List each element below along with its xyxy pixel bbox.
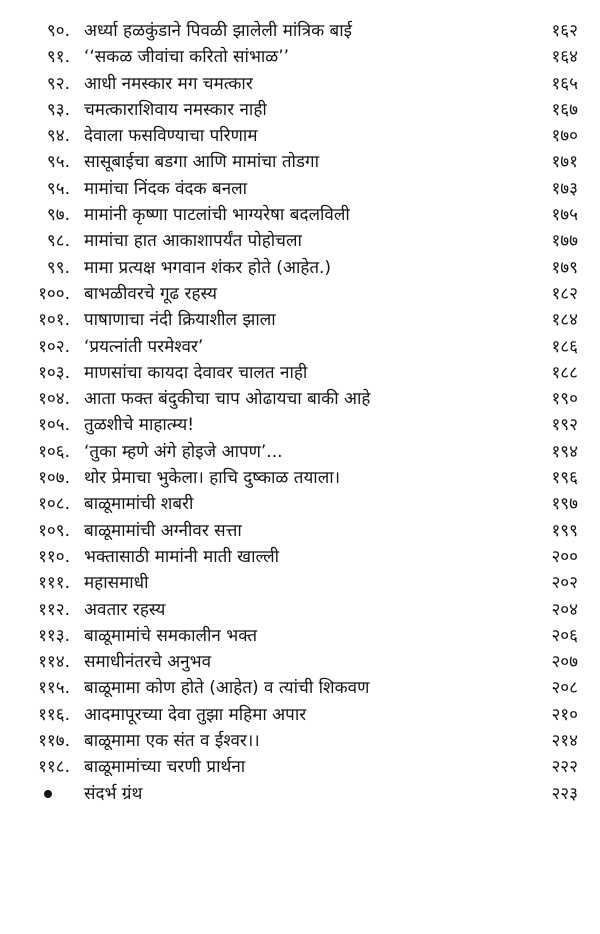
entry-title: चमत्काराशिवाय नमस्कार नाही	[84, 99, 267, 120]
entry-number: ९५.	[46, 178, 70, 199]
entry-page-number: २०७	[551, 652, 578, 673]
entry-number: ११६.	[38, 704, 70, 725]
entry-number: ९९.	[46, 257, 70, 278]
toc-entry	[0, 228, 600, 254]
entry-title: ‘प्रयत्नांती परमेश्वर’	[84, 336, 204, 357]
toc-entry	[0, 649, 600, 675]
entry-number: ९२.	[46, 73, 70, 94]
entry-number: ९७.	[46, 205, 70, 226]
toc-entry	[0, 71, 600, 97]
entry-number: १०९.	[38, 520, 70, 541]
entry-number: १०१.	[38, 310, 70, 331]
entry-number: ९१.	[46, 47, 70, 68]
entry-page-number: २१०	[551, 704, 578, 725]
toc-entry	[0, 334, 600, 360]
entry-number: ११८.	[38, 757, 70, 778]
toc-entry	[0, 255, 600, 281]
entry-title: आदमापूरच्या देवा तुझा महिमा अपार	[84, 704, 307, 725]
toc-entry	[0, 44, 600, 70]
entry-number: ११०.	[38, 546, 70, 567]
entry-title: मामांनी कृष्णा पाटलांची भाग्यरेषा बदलविली	[84, 205, 350, 226]
entry-page-number: २००	[551, 546, 578, 567]
toc-entry	[0, 518, 600, 544]
toc-entry	[0, 465, 600, 491]
entry-title: अर्ध्या हळकुंडाने पिवळी झालेली मांत्रिक बाई	[84, 21, 353, 41]
toc-entry	[0, 754, 600, 780]
entry-title: बाळूमामांचे समकालीन भक्त	[84, 625, 258, 646]
entry-page-number: १८६	[551, 336, 578, 357]
toc-entry	[0, 623, 600, 649]
entry-page-number: १६४	[551, 47, 578, 68]
entry-number: ११३.	[38, 625, 70, 646]
entry-title: बाळूमामा एक संत व ईश्वर।।	[84, 731, 260, 752]
entry-title: बाळूमामा कोण होते (आहेत) व त्यांची शिकवण	[84, 678, 370, 699]
toc-entry	[0, 202, 600, 228]
entry-page-number: १७५	[551, 205, 578, 226]
entry-number: ९५.	[46, 152, 70, 173]
toc-entry	[0, 360, 600, 386]
entry-page-number: २२२	[551, 757, 578, 778]
entry-page-number: १९९	[551, 520, 578, 541]
entry-page-number: १८२	[551, 283, 578, 304]
toc-entry	[0, 97, 600, 123]
entry-number: ११५.	[38, 678, 70, 699]
entry-title: मामा प्रत्यक्ष भगवान शंकर होते (आहेत.)	[84, 257, 332, 278]
bullet-icon	[44, 790, 52, 798]
entry-number: १०८.	[38, 494, 70, 515]
entry-page-number: २०४	[551, 599, 578, 620]
entry-page-number: २०६	[551, 625, 578, 646]
entry-page-number: १७९	[551, 257, 578, 278]
entry-title: देवाला फसविण्याचा परिणाम	[84, 126, 258, 147]
entry-title: बाभळीवरचे गूढ रहस्य	[84, 283, 217, 304]
entry-number: १०७.	[38, 468, 70, 489]
toc-entry	[0, 597, 600, 623]
toc-entry	[0, 307, 600, 333]
entry-page-number: २०२	[551, 573, 578, 594]
entry-title: ‘तुका म्हणे अंगे होइजे आपण’...	[84, 441, 283, 462]
toc-entry	[0, 412, 600, 438]
toc-entry	[0, 439, 600, 465]
entry-page-number: १८८	[551, 362, 578, 383]
entry-number: १०६.	[38, 441, 70, 462]
entry-page-number: १६७	[551, 99, 578, 120]
toc-list	[0, 18, 600, 807]
entry-number: १०२.	[38, 336, 70, 357]
entry-title: सासूबाईचा बडगा आणि मामांचा तोडगा	[84, 152, 319, 173]
entry-page-number: १६२	[551, 21, 578, 41]
entry-page-number: १९०	[551, 389, 578, 410]
entry-title: महासमाधी	[84, 573, 149, 594]
entry-title: पाषाणाचा नंदी क्रियाशील झाला	[84, 310, 276, 331]
entry-page-number: १७३	[551, 178, 578, 199]
entry-number: ९८.	[46, 231, 70, 252]
entry-title: तुळशीचे माहात्म्य!	[84, 415, 195, 436]
toc-entry	[0, 123, 600, 149]
toc-entry	[0, 281, 600, 307]
entry-page-number: २१४	[551, 731, 578, 752]
entry-number: १०३.	[38, 362, 70, 383]
entry-title: मामांचा हात आकाशापर्यंत पोहोचला	[84, 231, 302, 252]
entry-number: ११४.	[38, 652, 70, 673]
entry-page-number: १९४	[551, 441, 578, 462]
entry-title: आधी नमस्कार मग चमत्कार	[84, 73, 253, 94]
entry-page-number: २०८	[551, 678, 578, 699]
entry-title: बाळूमामांची अग्नीवर सत्ता	[84, 520, 242, 541]
entry-number: १११.	[38, 573, 70, 594]
entry-title: थोर प्रेमाचा भुकेला। हाचि दुष्काळ तयाला।	[84, 468, 341, 489]
toc-entry	[0, 386, 600, 412]
entry-title: भक्तासाठी मामांनी माती खाल्ली	[84, 546, 280, 567]
entry-title: बाळूमामांच्या चरणी प्रार्थना	[84, 757, 246, 778]
entry-number: ११२.	[38, 599, 70, 620]
entry-page-number: २२३	[551, 783, 578, 804]
entry-page-number: १७७	[551, 231, 578, 252]
toc-entry	[0, 491, 600, 517]
entry-page-number: १९२	[551, 415, 578, 436]
entry-title: आता फक्त बंदुकीचा चाप ओढायचा बाकी आहे	[84, 389, 371, 410]
entry-number: १०५.	[38, 415, 70, 436]
entry-number: ९०.	[46, 21, 70, 41]
toc-entry	[0, 149, 600, 175]
entry-number: १०४.	[38, 389, 70, 410]
entry-page-number: १९६	[551, 468, 578, 489]
entry-title: बाळूमामांची शबरी	[84, 494, 194, 515]
entry-number: ९४.	[46, 126, 70, 147]
toc-entry	[0, 781, 600, 807]
toc-entry	[0, 728, 600, 754]
entry-title: समाधीनंतरचे अनुभव	[84, 652, 212, 673]
entry-title: मामांचा निंदक वंदक बनला	[84, 178, 248, 199]
entry-title: अवतार रहस्य	[84, 599, 166, 620]
entry-page-number: १९७	[551, 494, 578, 515]
entry-page-number: १८४	[551, 310, 578, 331]
toc-entry	[0, 675, 600, 701]
toc-entry	[0, 702, 600, 728]
entry-number: १००.	[38, 283, 70, 304]
entry-page-number: १७१	[551, 152, 578, 173]
toc-entry	[0, 18, 600, 44]
entry-number: ९३.	[46, 99, 70, 120]
entry-number: ११७.	[38, 731, 70, 752]
toc-entry	[0, 176, 600, 202]
toc-entry	[0, 570, 600, 596]
toc-entry	[0, 544, 600, 570]
entry-title: ‘‘सकळ जीवांचा करितो सांभाळ’’	[84, 47, 290, 68]
entry-page-number: १६५	[551, 73, 578, 94]
entry-title: माणसांचा कायदा देवावर चालत नाही	[84, 362, 308, 383]
entry-title: संदर्भ ग्रंथ	[84, 783, 143, 804]
entry-page-number: १७०	[551, 126, 578, 147]
